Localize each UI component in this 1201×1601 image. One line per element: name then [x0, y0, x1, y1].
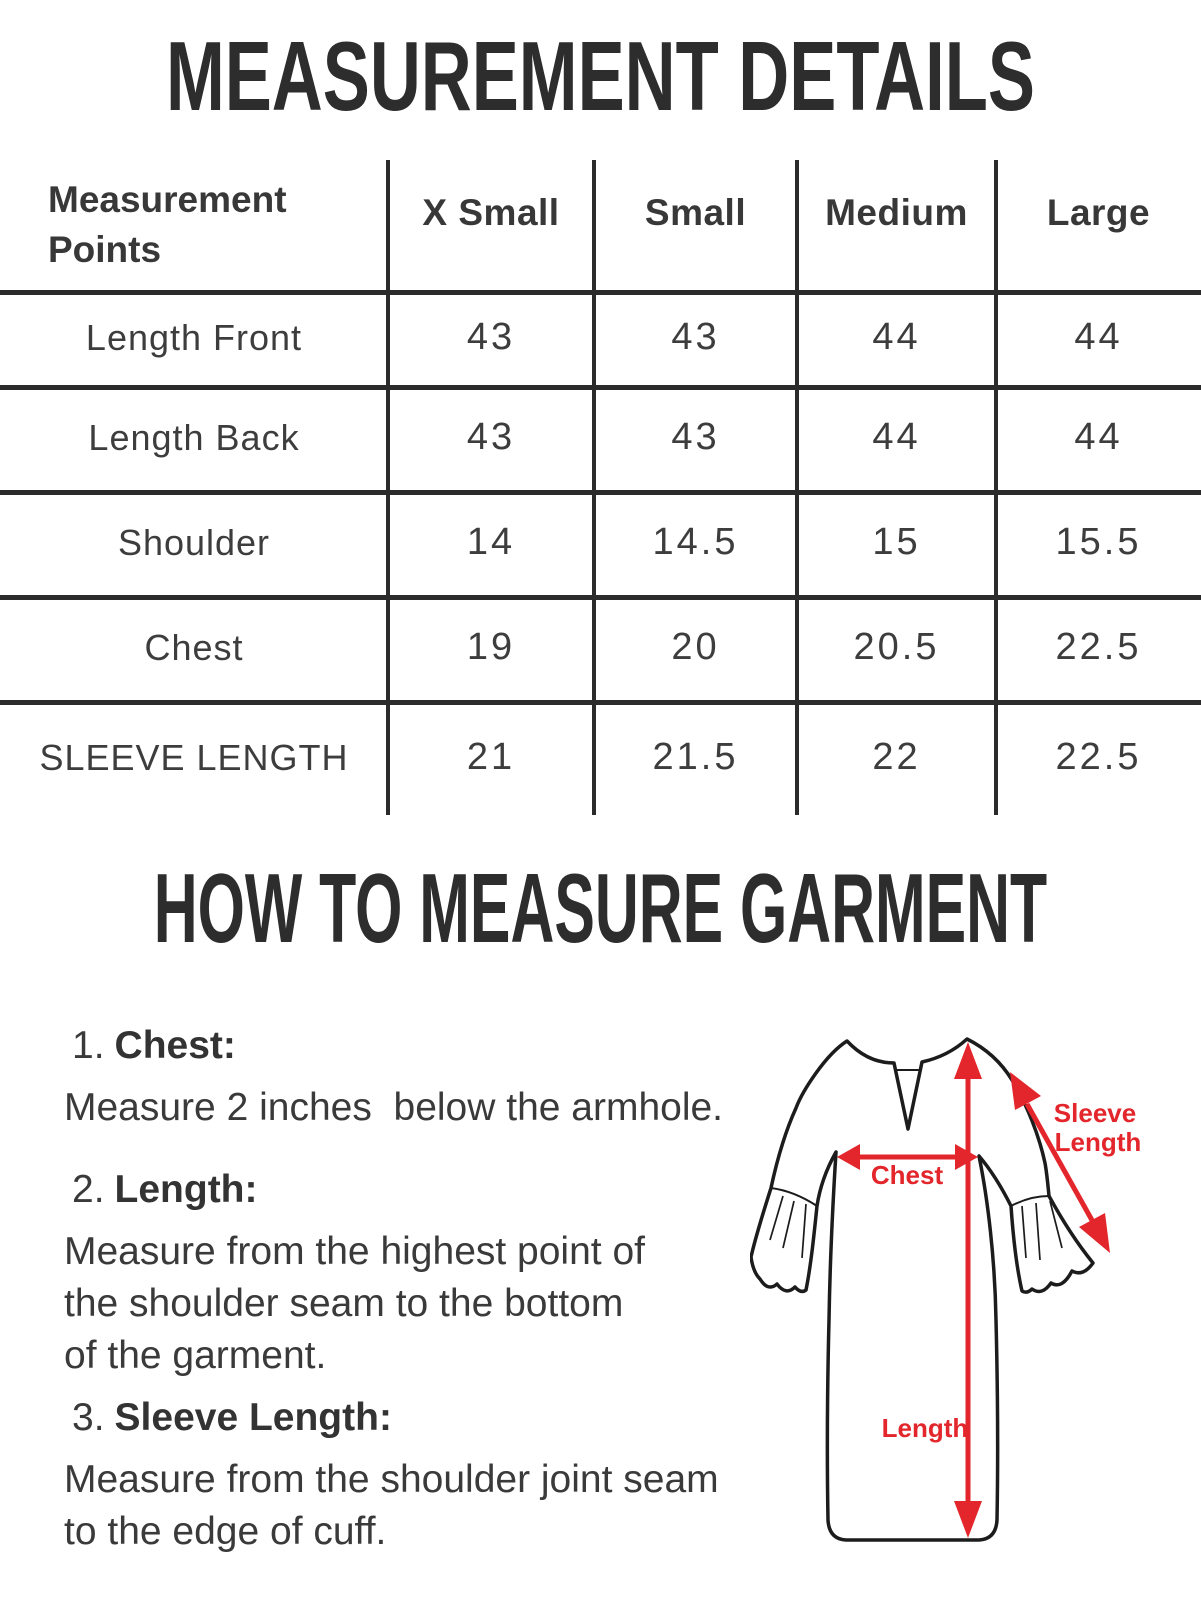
- table-cell: 44: [872, 416, 921, 458]
- table-cell: 22.5: [1055, 736, 1142, 778]
- instruction-chest-title: 1. Chest:: [72, 1024, 236, 1067]
- length-arrow-label: Length: [881, 1413, 969, 1443]
- instruction-line: of the garment.: [64, 1334, 327, 1377]
- table-cell: 19: [466, 626, 516, 668]
- table-cell: 15: [872, 521, 921, 563]
- table-row-label: Shoulder: [117, 521, 271, 563]
- table-header-measurement-points: Measurement Points: [48, 179, 287, 270]
- table-vline: [592, 160, 596, 815]
- measurement-table-grid: [0, 160, 1201, 815]
- table-header-small: Small: [644, 192, 747, 233]
- table-cell: 43: [466, 316, 516, 358]
- table-hline: [0, 490, 1201, 495]
- page-title-text: MEASUREMENT DETAILS: [166, 20, 1035, 131]
- table-cell: 44: [1074, 416, 1123, 458]
- table-hline: [0, 595, 1201, 600]
- table-header-xsmall: X Small: [422, 192, 560, 233]
- page-title: [0, 20, 1201, 132]
- instruction-sleeve-length: [64, 1396, 719, 1558]
- table-cell: 43: [671, 316, 720, 358]
- dress-illustration: [751, 1039, 1093, 1540]
- instruction-length: [64, 1168, 645, 1382]
- table-cell: 21: [466, 736, 516, 778]
- table-cell: 21.5: [652, 736, 739, 778]
- table-hline: [0, 290, 1201, 295]
- table-cell: 20: [671, 626, 720, 668]
- table-header-large: Large: [1046, 192, 1151, 233]
- table-header-medium: Medium: [825, 192, 968, 233]
- instruction-line: to the edge of cuff.: [64, 1510, 387, 1553]
- table-row-label: Length Front: [85, 316, 303, 358]
- sleeve-length-arrow-label-line1: Sleeve: [1053, 1098, 1137, 1128]
- table-vline: [795, 160, 799, 815]
- garment-diagram: [750, 1000, 1201, 1601]
- table-vline: [994, 160, 998, 815]
- instruction-line: Measure 2 inches below the armhole.: [64, 1086, 724, 1129]
- table-hline: [0, 385, 1201, 390]
- table-cell: 43: [671, 416, 720, 458]
- table-cell: 22: [872, 736, 921, 778]
- howto-heading-text: HOW TO MEASURE GARMENT: [153, 852, 1048, 963]
- table-cell: 15.5: [1055, 521, 1142, 563]
- sleeve-length-arrow-label-line2: Length: [1054, 1127, 1142, 1157]
- instruction-line: the shoulder seam to the bottom: [64, 1282, 624, 1325]
- table-row-label: Length Back: [88, 416, 300, 458]
- chest-arrow-label: Chest: [870, 1160, 944, 1190]
- table-cell: 44: [1074, 316, 1123, 358]
- table-cell: 22.5: [1055, 626, 1142, 668]
- table-hline: [0, 700, 1201, 705]
- howto-heading: [0, 852, 1201, 963]
- instruction-line: Measure from the highest point of: [64, 1230, 645, 1273]
- table-cell: 43: [466, 416, 516, 458]
- instruction-sleeve-length-title: 3. Sleeve Length:: [72, 1396, 392, 1439]
- table-cell: 20.5: [853, 626, 940, 668]
- instruction-chest: [64, 1024, 723, 1134]
- table-cell: 14: [466, 521, 516, 563]
- table-row-label: SLEEVE LENGTH: [39, 736, 349, 778]
- measurement-table: [0, 160, 1201, 815]
- instruction-length-title: 2. Length:: [72, 1168, 258, 1211]
- table-row-label: Chest: [144, 626, 244, 668]
- table-cell: 44: [872, 316, 921, 358]
- dress-outline: [751, 1039, 1093, 1540]
- table-vline: [386, 160, 390, 815]
- instruction-line: Measure from the shoulder joint seam: [64, 1458, 719, 1501]
- table-cell: 14.5: [652, 521, 739, 563]
